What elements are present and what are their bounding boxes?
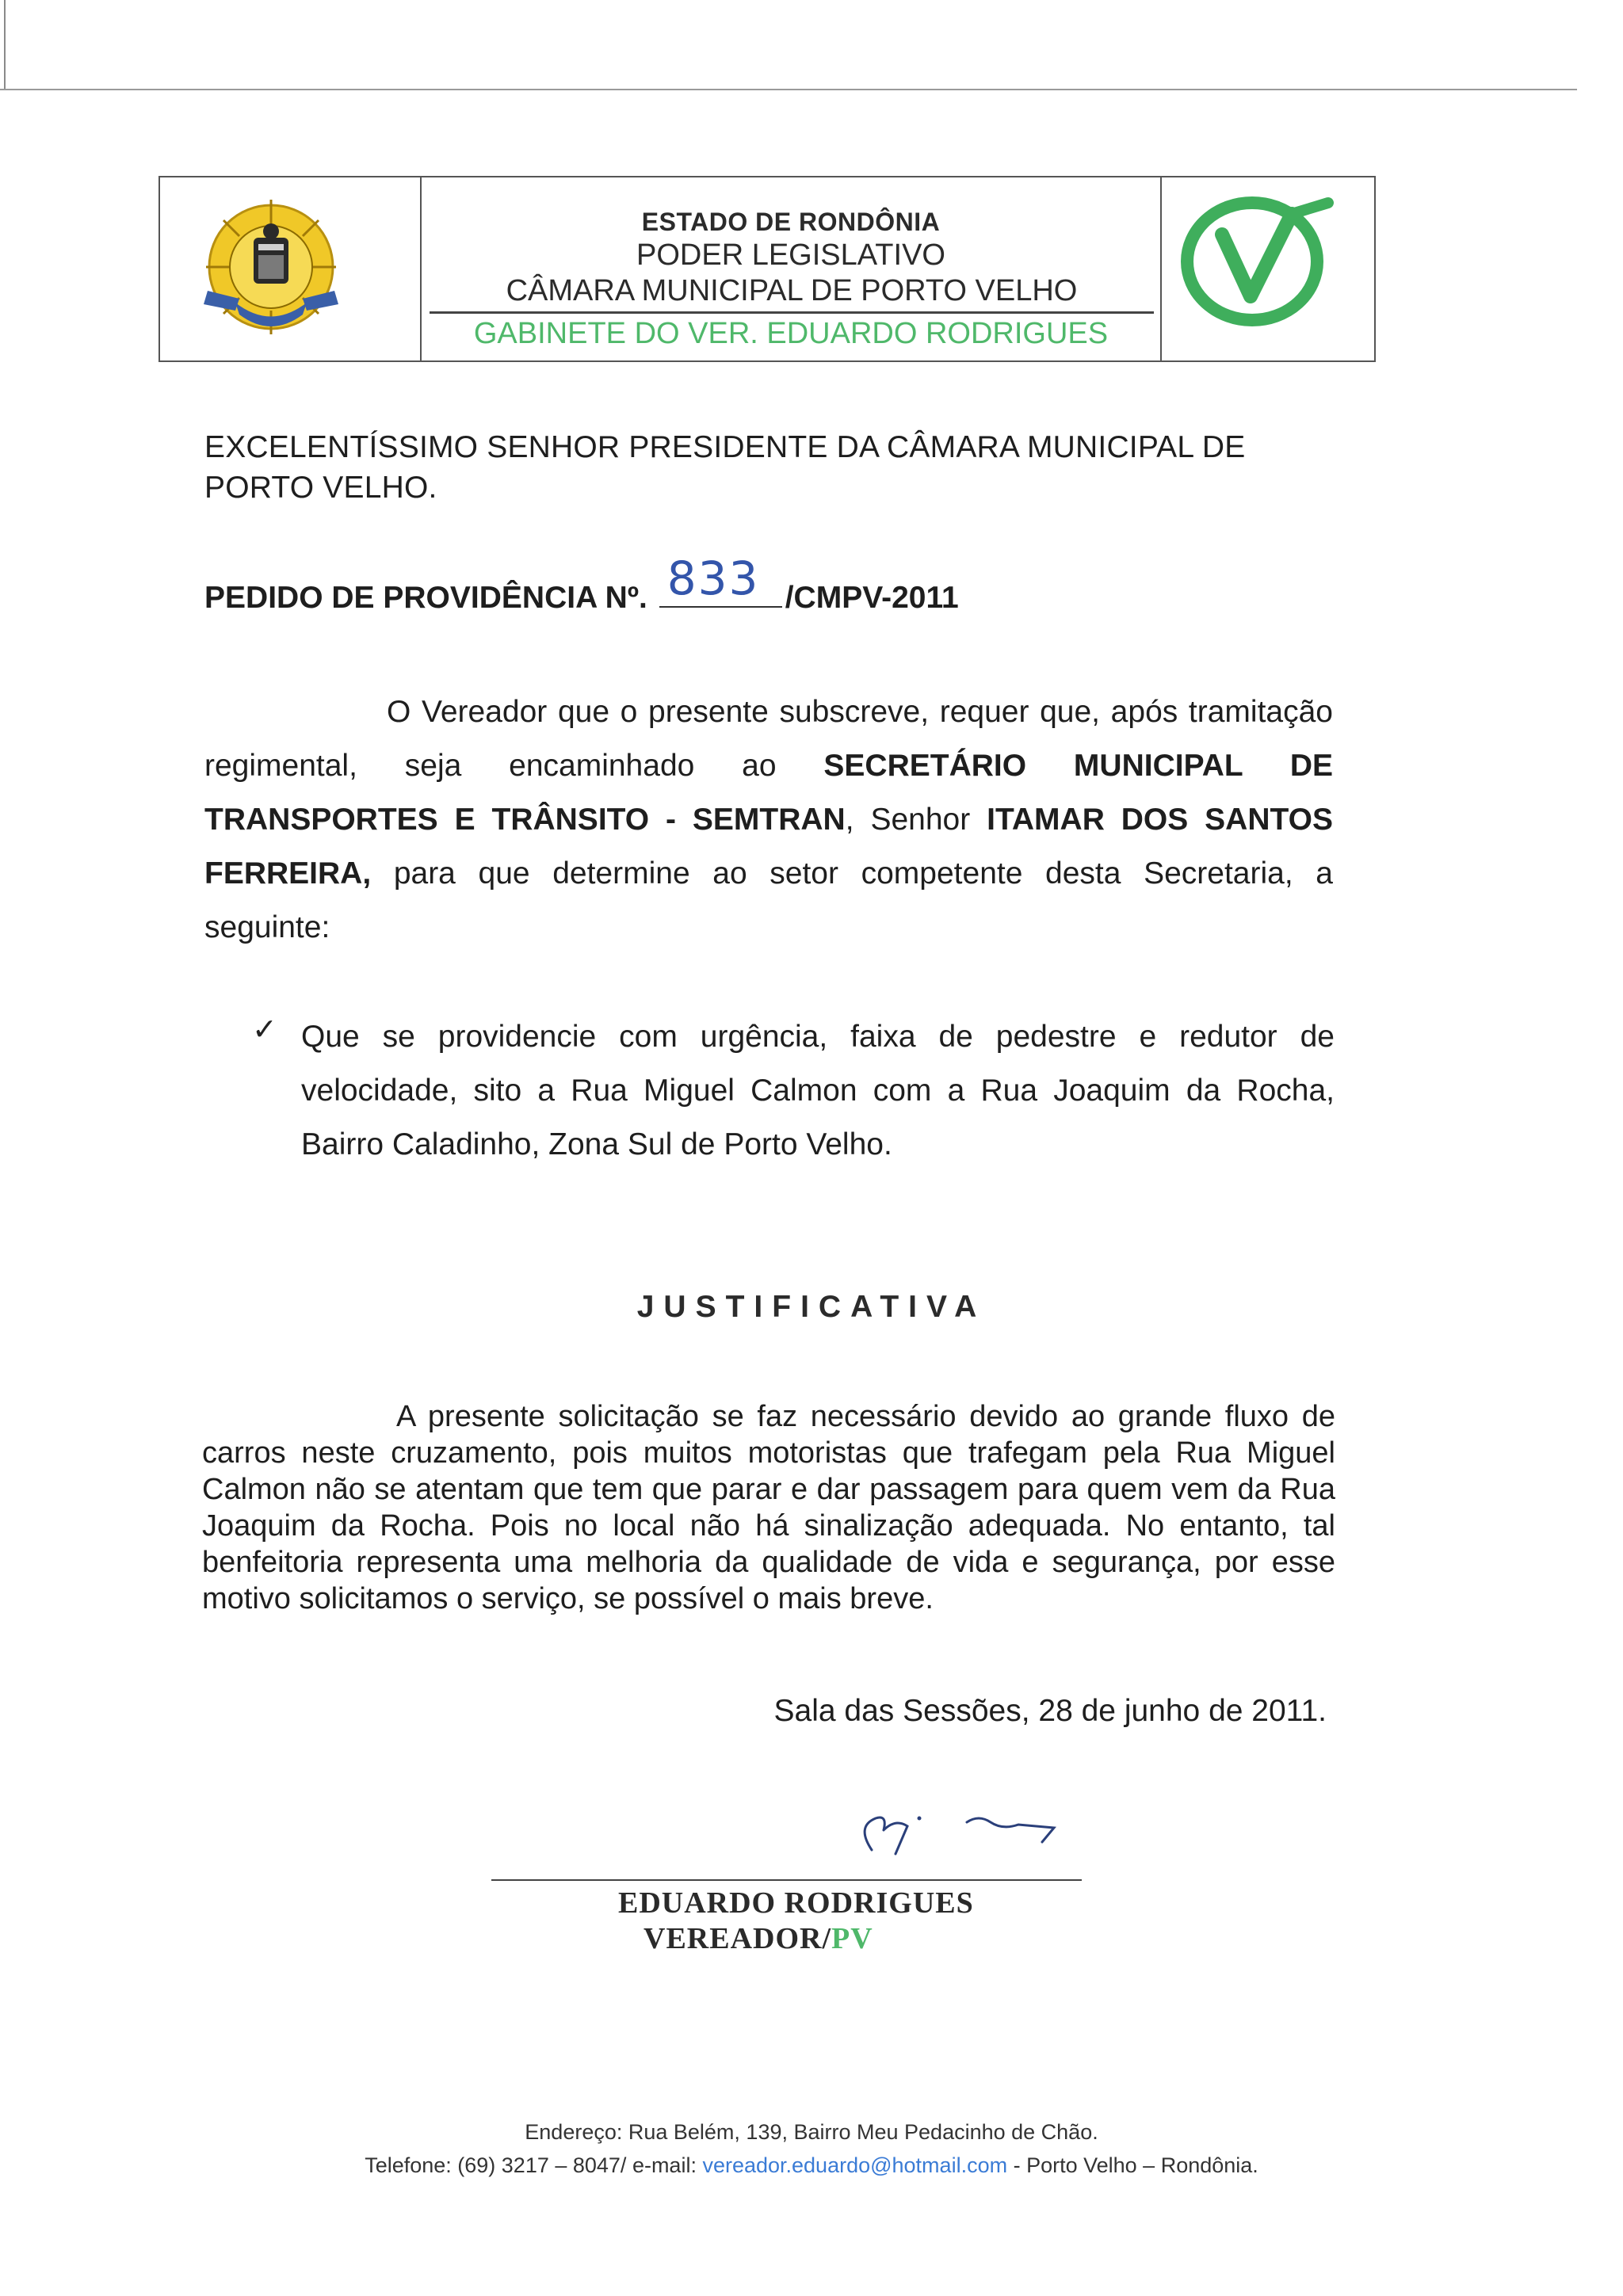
crest-cell bbox=[160, 177, 422, 360]
legislative-power: PODER LEGISLATIVO bbox=[636, 238, 945, 272]
municipal-crest-icon bbox=[192, 192, 350, 346]
scan-edge-line bbox=[4, 0, 6, 90]
justification-title: JUSTIFICATIVA bbox=[636, 1290, 987, 1324]
signer-party: PV bbox=[831, 1922, 873, 1955]
body-text-1: O Vereador que o presente subscreve, requer que, após tramitação regimental, seja encaminhado ao bbox=[204, 695, 1333, 783]
justification-body: A presente solicitação se faz necessário devido ao grande fluxo de carros neste cruzamento, pois muitos motoristas que trafegam pela Rua Miguel Calmon não se atentam que tem que parar e dar passagem para quem vem da Rua Joaquim da Rocha. Pois no local não há sinalização adequada. No entanto, tal benfeitoria representa uma melhoria da qualidade de vida e segurança, por esse motivo solicitamos o serviço, se possível o mais breve. bbox=[202, 1400, 1335, 1615]
handwritten-signature-icon bbox=[840, 1794, 1078, 1866]
footer-location: - Porto Velho – Rondônia. bbox=[1007, 2153, 1258, 2177]
recipient-name: ITAMAR DOS SANTOS FERREIRA, bbox=[204, 803, 1333, 891]
signer-role-text: VEREADOR/ bbox=[643, 1922, 832, 1955]
session-date: Sala das Sessões, 28 de junho de 2011. bbox=[773, 1694, 1327, 1728]
request-body bbox=[204, 685, 1333, 955]
chamber-name: CÂMARA MUNICIPAL DE PORTO VELHO bbox=[430, 274, 1154, 314]
pv-party-logo-icon bbox=[1173, 185, 1339, 328]
office-name: GABINETE DO VER. EDUARDO RODRIGUES bbox=[473, 317, 1109, 350]
footer-contact bbox=[0, 2153, 1623, 2178]
letterhead bbox=[158, 176, 1376, 362]
request-suffix: /CMPV-2011 bbox=[785, 581, 959, 615]
request-prefix: PEDIDO DE PROVIDÊNCIA Nº. bbox=[204, 581, 647, 615]
state-name: ESTADO DE RONDÔNIA bbox=[641, 208, 941, 236]
addressee: EXCELENTÍSSIMO SENHOR PRESIDENTE DA CÂMARA MUNICIPAL DE PORTO VELHO. bbox=[204, 430, 1246, 505]
party-logo-cell bbox=[1160, 177, 1374, 360]
footer-address: Endereço: Rua Belém, 139, Bairro Meu Pedacinho de Chão. bbox=[525, 2120, 1098, 2144]
request-item-text: Que se providencie com urgência, faixa de pedestre e redutor de velocidade, sito a Rua Miguel Calmon com a Rua Joaquim da Rocha, Bairro Caladinho, Zona Sul de Porto Velho. bbox=[301, 1020, 1335, 1161]
request-title bbox=[204, 551, 1333, 619]
checkmark-icon: ✓ bbox=[252, 1013, 277, 1047]
request-item bbox=[252, 1010, 1335, 1172]
body-text-2: , Senhor bbox=[845, 803, 987, 837]
signer-role bbox=[643, 1921, 873, 1956]
letterhead-text bbox=[422, 177, 1160, 351]
signer-name: EDUARDO RODRIGUES bbox=[618, 1886, 974, 1920]
footer-phone: Telefone: (69) 3217 – 8047/ e-mail: bbox=[365, 2153, 703, 2177]
scan-edge-line bbox=[0, 89, 1577, 90]
justification-text bbox=[202, 1398, 1335, 1617]
request-number-handwritten: 833 bbox=[666, 551, 760, 605]
body-text-3: para que determine ao setor competente desta Secretaria, a seguinte: bbox=[204, 856, 1333, 944]
recipient-title: SECRETÁRIO MUNICIPAL DE TRANSPORTES E TRÂNSITO - SEMTRAN bbox=[204, 749, 1333, 837]
request-number-blank bbox=[659, 551, 782, 608]
footer-email-link[interactable]: vereador.eduardo@hotmail.com bbox=[702, 2153, 1008, 2177]
signature-line bbox=[491, 1879, 1082, 1881]
